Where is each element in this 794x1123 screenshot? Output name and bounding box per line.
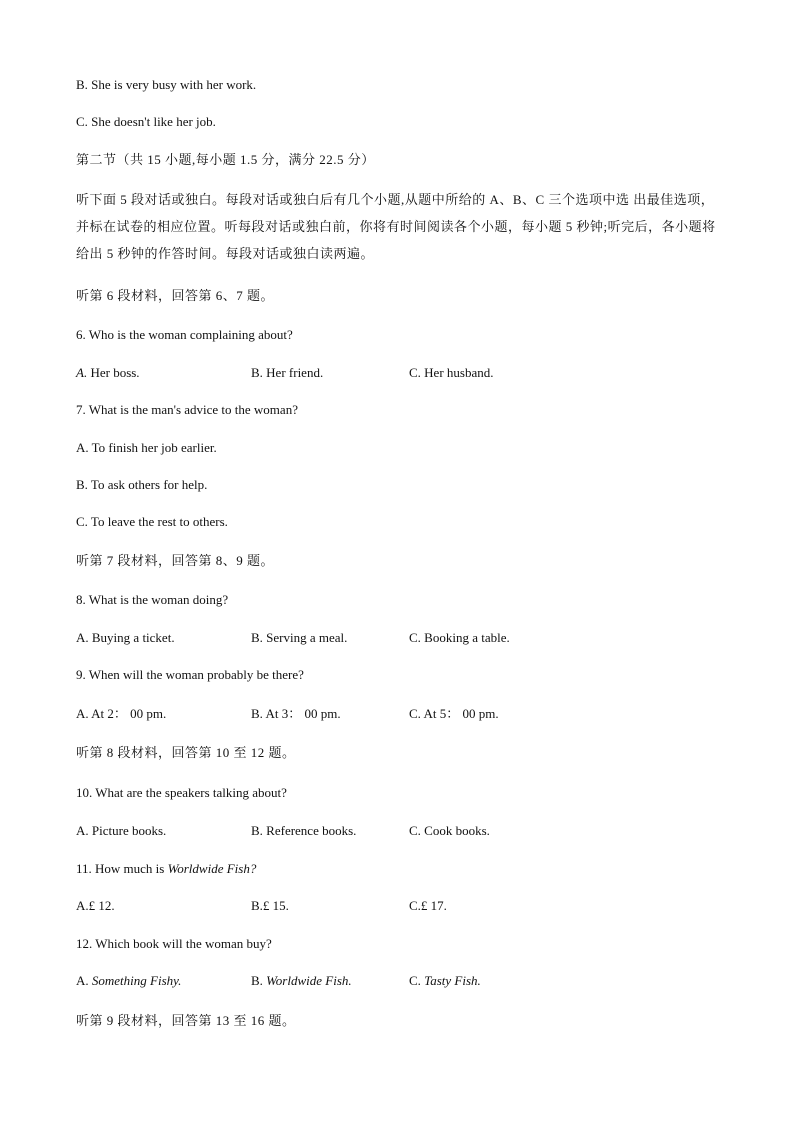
option-c-title: Tasty Fish. — [424, 973, 481, 988]
instructions-paragraph: 听下面 5 段对话或独白。每段对话或独白后有几个小题,从题中所给的 A、B、C 三个选项中选 出最佳选项，并标在试卷的相应位置。听每段对话或独白前，你将有时间阅读各个小题，每小题 5 秒钟;听完后，各小题将给出 5 秒钟的作答时间。每段对话或独白读两遍。 — [76, 192, 716, 261]
question-11-option-a: A.£ 12. — [76, 898, 115, 913]
question-10-option-a: A. Picture books. — [76, 823, 167, 838]
question-8-option-c: C. Booking a table. — [409, 630, 510, 645]
option-b-label: B. — [251, 973, 267, 988]
question-11-prefix: 11. How much is — [76, 861, 168, 876]
section-title: 第二节（共 15 小题,每小题 1.5 分，满分 22.5 分） — [76, 152, 375, 167]
group-heading-9: 听第 9 段材料，回答第 13 至 16 题。 — [76, 1013, 296, 1028]
question-12-option-a — [76, 972, 181, 990]
option-c-label: C. — [409, 973, 425, 988]
question-9-stem: 9. When will the woman probably be there? — [76, 667, 304, 682]
question-7-option-a: A. To finish her job earlier. — [76, 440, 217, 455]
option-a-text: Her boss. — [90, 365, 140, 380]
question-7-stem: 7. What is the man's advice to the woman? — [76, 402, 298, 417]
question-6-option-c: C. Her husband. — [409, 365, 494, 380]
question-7-option-b: B. To ask others for help. — [76, 477, 208, 492]
question-10-option-c: C. Cook books. — [409, 823, 490, 838]
group-heading-8: 听第 8 段材料，回答第 10 至 12 题。 — [76, 745, 296, 760]
question-12-stem: 12. Which book will the woman buy? — [76, 936, 272, 951]
question-7-option-c: C. To leave the rest to others. — [76, 514, 228, 529]
question-9-option-b: B. At 3： 00 pm. — [251, 706, 341, 721]
question-11-option-c: C.£ 17. — [409, 898, 447, 913]
question-12-option-b — [251, 972, 352, 990]
option-b-title: Worldwide Fish. — [266, 973, 352, 988]
group-heading-6: 听第 6 段材料，回答第 6、7 题。 — [76, 288, 275, 303]
question-8-stem: 8. What is the woman doing? — [76, 592, 229, 607]
question-10-option-b: B. Reference books. — [251, 823, 357, 838]
question-9-option-c: C. At 5： 00 pm. — [409, 706, 499, 721]
question-11-option-b: B.£ 15. — [251, 898, 289, 913]
option-c-previous: C. She doesn't like her job. — [76, 114, 216, 129]
question-6-stem: 6. Who is the woman complaining about? — [76, 327, 293, 342]
question-11-title: Worldwide Fish? — [167, 861, 257, 876]
option-b-previous: B. She is very busy with her work. — [76, 77, 257, 92]
question-6-option-a — [76, 364, 140, 382]
question-11-stem — [76, 860, 256, 878]
option-a-label: A. — [76, 973, 92, 988]
question-6-option-b: B. Her friend. — [251, 365, 324, 380]
question-12-option-c — [409, 972, 481, 990]
question-8-option-b: B. Serving a meal. — [251, 630, 348, 645]
group-heading-7: 听第 7 段材料，回答第 8、9 题。 — [76, 553, 275, 568]
question-10-stem: 10. What are the speakers talking about? — [76, 785, 287, 800]
question-8-option-a: A. Buying a ticket. — [76, 630, 175, 645]
option-a-label: A. — [76, 365, 88, 380]
option-a-title: Something Fishy. — [91, 973, 182, 988]
question-9-option-a: A. At 2： 00 pm. — [76, 706, 167, 721]
